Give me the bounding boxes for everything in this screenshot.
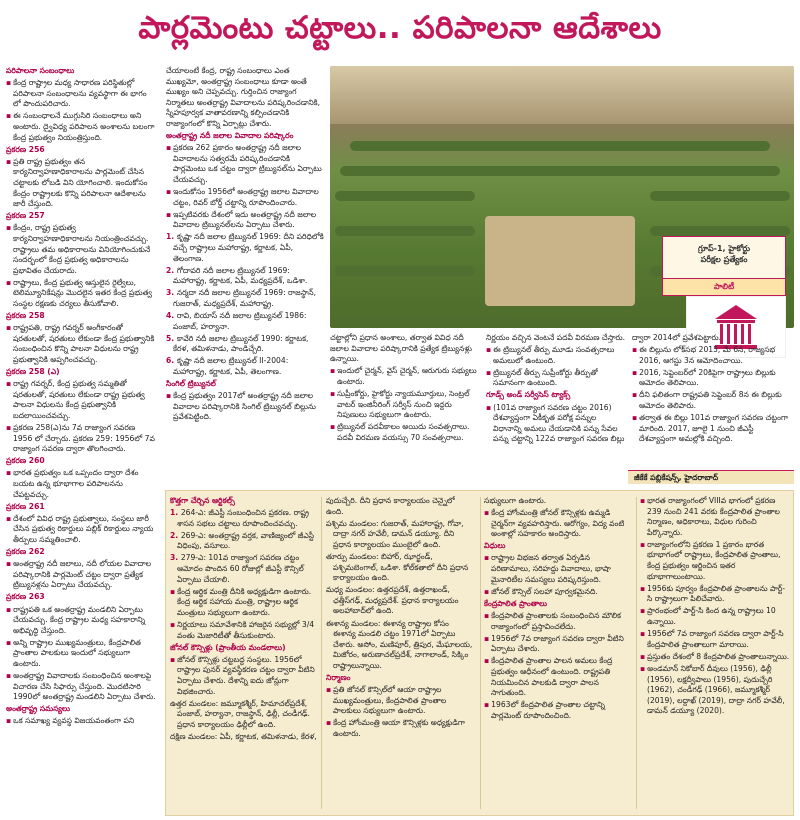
bullet-item: ▪ రాష్ట్రాల విభజన తర్వాత ఏర్పడిన పరిణామాలు, సరిహద్దు వివాదాలు, భాషా మైనారిటీల సమస్యలు పరిష్కరిస్తుంది. — [484, 553, 630, 585]
article-column-2 — [166, 66, 324, 466]
paragraph: ద్వారా 2014లో ప్రవేశపెట్టారు. — [632, 333, 722, 342]
paragraph: చేయాలంటే కేంద్ర, రాష్ట్ర సంబంధాలు ఎంత ముఖ్యమో, అంతర్రాష్ట్ర సంబంధాలు కూడా అంతే ముఖ్యం అని చెప్పవచ్చు. గుర్తించిన రాజ్యాంగ నిర్మాతలు అంతర్రాష్ట్ర వివాదాలను పరిష్కరించడానికి, స్నేహపూర్వక వాతావరణాన్ని కల్పించడానికి రాజ్యాంగంలో కొన్ని ఏర్పాట్లు చేశారు. — [166, 66, 321, 128]
section-heading: సింగిల్‌ ట్రిబ్యునల్‌ — [166, 379, 216, 389]
bullet-item: ▪ కేంద్ర హోంమంత్రి ఆయా కౌన్సిళ్లకు అధ్యక్షుడిగా ఉంటారు. — [326, 718, 474, 739]
bullet-item: ▪ ప్రస్తుతం దేశంలో 8 కేంద్రపాలిత ప్రాంతాలున్నాయి. — [640, 652, 790, 663]
paragraph: చట్టాల్లోని ప్రధాన అంశాలు, తర్వాత వివిధ నదీ జలాల వివాదాల పరిష్కారానికి ప్రత్యేక ట్రిబ్యునళ్లు ఉన్నాయి. — [330, 333, 472, 364]
section-heading: గూడ్స్‌ అండ్‌ సర్వీసెస్‌ ట్యాక్స్‌ — [486, 390, 571, 400]
numbered-item — [166, 266, 324, 287]
bullet-item: ▪ 1956లో 7వ రాజ్యాంగ సవరణ ద్వారా పార్ట్‌-సి కేంద్రపాలిత ప్రాంతాలుగా మారాయి. — [640, 629, 790, 650]
bullet-item: ▪ ఈ సంబంధాలనే ముగ్గుసిరి సంబంధాలు అని అంటారు. ద్వైవిధ్య పరిపాలన అంశాలను బలంగా కేంద్ర ప్రభుత్వం నియంత్రిస్తుంది. — [6, 111, 156, 143]
bullet-item: ▪ దేశంలో వివిధ రాష్ట్ర ప్రభుత్వాలు, సంస్థలు జారీ చేసిన ప్రభుత్వ రికార్డులు పబ్లిక్‌ రికార్డులు న్యాయ తీర్పులు సమ్మతించాలి. — [6, 514, 156, 546]
item-text: దక్షిణ మండలం: ఏపీ, కర్ణాటక, తమిళనాడు, కేరళ, — [170, 731, 317, 741]
numbered-item — [170, 508, 318, 529]
section-heading: ప్రకరణ 258 (ఎ) — [6, 367, 60, 377]
bullet-item: ▪ అంతర్రాష్ట్ర నదీ జలాలు, నదీ లోయల వివాదాల పరిష్కారానికి పార్లమెంట్‌ చట్టం ద్వారా ప్రత్యేక ట్రిబ్యునళ్లను ఏర్పాటు చేయవచ్చు. — [6, 559, 156, 591]
bullet-item: ▪ కేంద్రపాలిత ప్రాంతాలకు సంబంధించిన మౌలిక రాజ్యాంగంలో ప్రస్తావించలేదు. — [484, 611, 630, 632]
section-heading: జోనల్‌ కౌన్సిళ్లు (ప్రాంతీయ మండలాలు) — [170, 642, 286, 652]
paragraph: పుదుచ్చేరి. దీని ప్రధాన కార్యాలయం చెన్నైలో ఉంది. — [326, 496, 455, 516]
article-column-5 — [632, 333, 792, 467]
bullet-item: ▪ ప్రకరణ 258(ఎ)ను 7వ రాజ్యాంగ సవరణ 1956 లో చేర్చారు. ప్రకరణ 259: 1956లో 7వ రాజ్యాంగ సవరణ ద్వారా తొలగించారు. — [6, 423, 156, 455]
section-heading: అంతర్రాష్ట్ర నదీ జలాల వివాదాల పరిష్కారం — [166, 131, 294, 141]
item-number: 3. — [170, 553, 181, 563]
bullet-item: ▪ ఇందుకోసం 1956లో అంతర్రాష్ట్ర జలాల వివాదాల చట్టం, రివర్‌ బోర్డ్‌ చట్టాన్ని రూపొందించారు. — [166, 187, 324, 208]
section-heading: ప్రకరణ 256 — [6, 144, 45, 154]
item-text: కావేరి నదీ జలాల ట్రిబ్యునల్‌ 1990: కర్ణాటక, కేరళ, తమిళనాడు, పాండిచ్చేరి. — [173, 333, 309, 354]
photo-bench-row — [340, 166, 780, 176]
bullet-item: ▪ రాష్ట్రపతి ఒక అంతర్రాష్ట్ర మండలిని ఏర్పాటు చేయవచ్చు. కేంద్ర రాష్ట్రాల మధ్య సహకారాన్ని అభివృద్ధి చేస్తుంది. — [6, 605, 156, 637]
item-number: 2. — [166, 265, 177, 275]
page-headline: పార్లమెంటు చట్టాలు.. పరిపాలనా ఆదేశాలు — [138, 9, 662, 46]
item-text: 279-ఎ: 101వ రాజ్యాంగ సవరణ చట్టం ఆమోదం పొందిన 60 రోజుల్లో జీఎస్టీ కౌన్సిల్‌ ఏర్పాటు చేయాలి. — [177, 553, 304, 584]
paragraph: సభ్యులుగా ఉంటారు. — [484, 496, 547, 505]
numbered-item — [170, 699, 318, 731]
item-number: 1. — [170, 508, 181, 518]
item-text: 269-ఎ: అంతర్రాష్ట్ర వర్తక, వాణిజ్యంలో జీఎస్టీ విధింపు, వసూలు. — [177, 530, 315, 551]
bullet-item: ▪ (101వ రాజ్యాంగ సవరణ చట్టం 2016) దేశవ్యాప్తంగా ఏకీకృత పరోక్ష పన్నుల విధానాన్ని అమలు చేయడానికి పన్ను సేవల పన్ను చట్టాన్ని 122వ రాజ్యాంగ సవరణ బిల్లు — [486, 403, 626, 445]
numbered-item — [170, 531, 318, 552]
item-text: రావి, బియాస్‌ నదీ జలాల ట్రిబ్యునల్‌ 1986: పంజాబ్‌, హర్యానా. — [173, 311, 307, 331]
bullet-item: ▪ అండమాన్‌ నికోబార్‌ దీవులు (1956), ఢిల్లీ (1956), లక్షద్వీపాలు (1956), పుదుచ్చేరి (1962), చండీగఢ్‌ (1966), జమ్మూకశ్మీర్‌ (2019), లద్దాఖ్‌ (2019), దాద్రా నగర్‌ హవేలీ, డామన్‌ డయ్యూ (2020). — [640, 664, 790, 717]
section-heading: కొత్తగా చేర్చిన ఆర్టికల్స్‌ — [170, 496, 235, 505]
numbered-item — [166, 356, 324, 377]
publisher-byline: జీకేకే పబ్లికేషన్స్‌, హైదరాబాద్‌ — [628, 470, 794, 484]
section-heading: అంతర్రాష్ట్ర సమస్యలు — [6, 704, 70, 714]
item-number: 2. — [170, 530, 181, 540]
section-heading: ప్రకరణ 262 — [6, 547, 45, 557]
section-heading: ప్రకరణ 260 — [6, 456, 45, 466]
section-heading: నిర్మాణం — [326, 673, 351, 682]
bullet-item: ▪ నిర్ణయాలు సమావేశానికి హాజరైన సభ్యుల్లో 3/4 వంతు మెజారిటీతో తీసుకుంటారు. — [170, 620, 318, 641]
item-text: తూర్పు మండలం: బిహార్‌, ఝార్ఖండ్‌, పశ్చిమబెంగాల్‌, ఒడిశా. కోల్‌కతాలో దీని ప్రధాన కార్యాలయం ఉంది. — [326, 551, 469, 583]
numbered-item — [170, 732, 318, 743]
box-divider — [321, 497, 322, 809]
bullet-item: ▪ భారత రాజ్యాంగంలో VIIIవ భాగంలో ప్రకరణ 239 నుంచి 241 వరకు కేంద్రపాలిత ప్రాంతాల నిర్మాణం, అధికారాలు, విధుల గురించి పేర్కొన్నారు. — [640, 496, 790, 538]
section-heading: పరిపాలనా సంబంధాలు — [6, 66, 75, 75]
bullet-item: ▪ ప్రకరణ 262 ప్రకారం అంతర్రాష్ట్ర నదీ జలాల వివాదాలను సత్వరమే పరిష్కరించడానికి పార్లమెంటు ఒక చట్టం ద్వారా ట్రిబ్యునల్‌ను ఏర్పాటు చేయవచ్చు. — [166, 143, 324, 185]
bullet-item: ▪ అంతర్రాష్ట్ర వివాదాలకు సంబంధించిన అంశాలపై విచారణ చేసి సిఫార్సు చేస్తుంది. మొదటిసారి 1990లో అంతర్రాష్ట్ర మండలిని ఏర్పాటు చేశారు. — [6, 671, 156, 703]
bullet-item: ▪ ట్రిబ్యునల్‌ తీర్పు సుప్రీంకోర్టు తీర్పుతో సమానంగా ఉంటుంది. — [486, 368, 626, 389]
bullet-item: ▪ కేంద్ర ఆర్థిక మంత్రి దీనికి అధ్యక్షుడిగా ఉంటారు. కేంద్ర ఆర్థిక సహాయ మంత్రి, రాష్ట్రాల ఆర్థిక మంత్రులు సభ్యులుగా ఉంటారు. — [170, 587, 318, 619]
section-heading: ప్రకరణ 258 — [6, 311, 45, 321]
bullet-item: ▪ ప్రతి జోనల్‌ కౌన్సిల్‌లో ఆయా రాష్ట్రాల ముఖ్యమంత్రులు, కేంద్రపాలిత ప్రాంతాల పాలకులు సభ్యులుగా ఉంటారు. — [326, 685, 474, 717]
exam-badge — [662, 236, 786, 296]
photo-bench-row — [350, 141, 770, 151]
badge-line-1: గ్రూప్‌-1, హైకోర్టు — [697, 244, 751, 253]
item-text: పశ్చిమ మండలం: గుజరాత్‌, మహారాష్ట్ర, గోవా, దాద్రా నగర్‌ హవేలీ, డామన్‌ డయ్యూ. దీని ప్రధాన కార్యాలయం ముంబైలో ఉంది. — [326, 518, 464, 549]
bullet-item: ▪ తర్వాత ఈ బిల్లు 101వ రాజ్యాంగ సవరణ చట్టంగా మారింది. 2017, జూలై 1 నుంచి జీఎస్టీ దేశవ్యాప్తంగా అమల్లోకి వచ్చింది. — [632, 413, 792, 445]
item-text: నర్మదా నదీ జలాల ట్రిబ్యునల్‌ 1969: రాజస్థాన్‌, గుజరాత్‌, మధ్యప్రదేశ్‌, మహారాష్ట్ర. — [173, 288, 317, 308]
box-column-2 — [326, 496, 474, 812]
bullet-item: ▪ ఈ బిల్లును లోక్‌సభ 2015, మే 6న, రాజ్యసభ 2016, ఆగస్టు 3న ఆమోదించాయి. — [632, 345, 792, 366]
bullet-item: ▪ ప్రారంభంలో పార్ట్‌-సి కింద ఉన్న రాష్ట్రాలు 10 ఉన్నాయి. — [640, 606, 790, 627]
item-text: మధ్య మండలం: ఉత్తరప్రదేశ్‌, ఉత్తరాఖండ్‌, ఛత్తీస్‌గఢ్‌, మధ్యప్రదేశ్‌. ప్రధాన కార్యాలయం అలహాబాద్‌లో ఉంది. — [326, 585, 459, 616]
item-number: 1. — [166, 232, 177, 242]
item-text: కృష్ణా నదీ జలాల ట్రిబ్యునల్‌ II-2004: మహారాష్ట్ర, కర్ణాటక, ఏపీ, తెలంగాణ. — [173, 356, 289, 377]
bullet-item: ▪ దీని ఫలితంగా రాష్ట్రపతి సెప్టెంబర్‌ 8న ఈ బిల్లుకు ఆమోదం తెలిపారు. — [632, 390, 792, 411]
bullet-item: ▪ రాష్ట్రాలు, కేంద్ర ప్రభుత్వ ఆస్తులైన రైల్వేలు, టెలిమ్యూనికేషన్లు మొదలైన ఇతర కేంద్ర ప్రభుత్వ సంస్థల రక్షణకు చర్యలు తీసుకోవాలి. — [6, 278, 156, 310]
paragraph: నిర్ణయం వచ్చిన వెంటనే పదవీ విరమణ చేస్తారు. — [486, 333, 626, 342]
section-heading: ప్రకరణ 261 — [6, 501, 45, 511]
item-text: గోదావరి నదీ జలాల ట్రిబ్యునల్‌ 1969: మహారాష్ట్ర, కర్ణాటక, ఏపీ, మధ్యప్రదేశ్‌, ఒడిశా. — [173, 265, 308, 286]
photo-well-floor — [485, 216, 635, 306]
bullet-item: ▪ సుప్రీంకోర్టు, హైకోర్టు న్యాయమూర్తులు, సెంట్రల్‌ వాటర్‌ ఇంజినీరింగ్‌ సర్వీస్‌ నుంచి ఇద్దరు నిపుణులు సభ్యులుగా ఉంటారు. — [330, 389, 480, 421]
box-column-1 — [170, 496, 318, 812]
bullet-item: ▪ ఈ ట్రిబ్యునల్‌ తీర్పు మూడు సంవత్సరాలు అమలులో ఉంటుంది. — [486, 345, 626, 366]
numbered-item — [170, 553, 318, 585]
article-column-4 — [486, 333, 626, 485]
item-number: 6. — [166, 356, 177, 366]
box-column-4 — [640, 496, 790, 812]
box-divider — [636, 497, 637, 809]
box-column-3 — [484, 496, 630, 812]
section-heading: ప్రకరణ 257 — [6, 211, 45, 221]
badge-line-2: పరీక్షల ప్రత్యేకం — [700, 255, 748, 264]
bullet-item: ▪ కేంద్ర రాష్ట్రాల మధ్య సాధారణ పరిస్థితుల్లో పరిపాలనా సంబంధాలను వ్యవస్థాగా ఈ భాగం లో పొందుపరిచారు. — [6, 78, 156, 110]
bullet-item: ▪ కేంద్రపాలిత ప్రాంతాల పాలన అమలు కేంద్ర ప్రభుత్వం ఆధీనంలో ఉంటుంది. రాష్ట్రపతి నియమించిన పాలకుడి ద్వారా పాలన సాగుతుంది. — [484, 656, 630, 698]
bullet-item: ▪ కేంద్ర హోంమంత్రి జోనల్‌ కౌన్సిళ్లకు ఉమ్మడి చైర్మన్‌గా వ్యవహరిస్తారు. ఆరోగ్యం, విద్య వంటి అంశాల్లో సహకారం అందిస్తారు. — [484, 508, 630, 540]
photo-bench-row — [335, 191, 475, 201]
bullet-item: ▪ 1956కు పూర్వం కేంద్రపాలిత ప్రాంతాలను పార్ట్‌-సి రాష్ట్రాలుగా పిలిచేవారు. — [640, 584, 790, 605]
photo-bench-row — [650, 191, 790, 201]
bullet-item: ▪ ఇప్పటివరకు దేశంలో ఇదు అంతర్రాష్ట్ర నదీ జలాల వివాదాల ట్రిబ్యునల్‌లను ఏర్పాటు చేశారు. — [166, 210, 324, 231]
bullet-item: ▪ ఒక సమాఖ్య వ్యవస్థ విజయవంతంగా పని — [6, 716, 156, 727]
numbered-item — [166, 311, 324, 332]
item-number: 4. — [166, 311, 177, 321]
item-text: 264-ఎ: జీఎస్టీ సంబంధించిన ప్రకరణ. రాష్ట్ర శాసన సభలు చట్టాలు రూపొందించవచ్చు. — [177, 508, 309, 528]
bullet-item: ▪ ట్రిబ్యునల్‌ పదవీకాలం అయిదు సంవత్సరాలు. పదవీ విరమణ వయస్సు 70 సంవత్సరాలు. — [330, 422, 480, 443]
article-column-1 — [6, 66, 156, 816]
bullet-item: ▪ ప్రతి రాష్ట్ర ప్రభుత్వం తన కార్యనిర్వాహణాధికారాలను పార్లమెంట్‌ చేసిన చట్టాలకు లోబడి విని యోగించాలి. ఇందుకోసం కేంద్రం రాష్ట్రాలకు కొన్ని పరిపాలనా ఆదేశాలను జారీ చేస్తుంది. — [6, 157, 156, 210]
bullet-item: ▪ కేంద్ర ప్రభుత్వం 2017లో అంతర్రాష్ట్ర నదీ జలాల వివాదాల పరిష్కారానికి సింగిల్‌ ట్రిబ్యునల్‌ బిల్లును ప్రవేశపెట్టింది. — [166, 391, 324, 423]
bullet-item: ▪ భారత ప్రభుత్వం ఒక ఒప్పందం ద్వారా దేశం బయట ఉన్న భూభాగాల పరిపాలనను చేపట్టవచ్చు. — [6, 468, 156, 500]
bullet-item: ▪ జోనల్‌ కౌన్సిళ్లు చట్టబద్ధ సంస్థలు. 1956లో రాష్ట్రాల పునర్‌ వ్యవస్థీకరణ చట్టం ద్వారా వీటిని ఏర్పాటు చేశారు. దేశాన్ని ఐదు జోన్లుగా విభజించారు. — [170, 655, 318, 697]
bullet-item: ▪ అన్ని రాష్ట్రాల ముఖ్యమంత్రులు, కేంద్రపాలిత ప్రాంతాల పాలకులు ఇందులో సభ్యులుగా ఉంటారు. — [6, 638, 156, 670]
bullet-item: ▪ ఇందులో చైర్మన్‌, వైస్‌ చైర్మన్‌, ఆరుగురు సభ్యులు ఉంటారు. — [330, 366, 480, 387]
bullet-item: ▪ రాష్ట్ర గవర్నర్‌, కేంద్ర ప్రభుత్వ సమ్మతితో షరతులతో, షరతులు లేకుండా రాష్ట్ర ప్రభుత్వ పాలనా విధులను కేంద్ర ప్రభుత్వానికి బదలాయించవచ్చు. — [6, 379, 156, 421]
numbered-item — [166, 288, 324, 309]
box-divider — [480, 497, 481, 809]
numbered-item — [166, 334, 324, 355]
numbered-item — [326, 585, 474, 617]
bullet-item: ▪ రాష్ట్రపతి, రాష్ట్ర గవర్నర్‌ అంగీకారంతో షరతులతో, షరతులు లేకుండా కేంద్ర ప్రభుత్వానికి సంబంధించిన కొన్ని పాలనా విధులను రాష్ట్ర ప్రభుత్వానికి అప్పగించవచ్చు. — [6, 323, 156, 365]
numbered-item — [326, 552, 474, 584]
bullet-item: ▪ కేంద్రం, రాష్ట్ర ప్రభుత్వ కార్యనిర్వాహణాధికారాలను నియంత్రించవచ్చు. రాష్ట్రాలు తమ అధికారాలను వినియోగించుకునే సందర్భంలో కేంద్ర ప్రభుత్వ అధికారాలను ప్రభావితం చేయరాదు. — [6, 223, 156, 276]
bullet-item: ▪ 2016, సెప్టెంబర్‌లో 20కిపైగా రాష్ట్రాలు బిల్లుకు ఆమోదం తెలిపాయి. — [632, 368, 792, 389]
badge-strip: పాలిటీ — [663, 278, 785, 295]
item-text: కృష్ణా నదీ జలాల ట్రిబ్యునల్‌ 1969: దీని పరిధిలోకి వచ్చే రాష్ట్రాలు మహారాష్ట్ర, కర్ణాటక, ఏపీ, తెలంగాణ. — [173, 232, 324, 263]
numbered-item — [326, 519, 474, 551]
section-heading: ప్రకరణ 263 — [6, 592, 45, 602]
bullet-item: ▪ 1963లో కేంద్రపాలిత ప్రాంతాల చట్టాన్ని పార్లమెంట్‌ రూపొందించింది. — [484, 700, 630, 721]
item-number: 3. — [166, 288, 177, 298]
numbered-item — [166, 232, 324, 264]
item-text: ఈశాన్య మండలం: ఈశాన్య రాష్ట్రాల కోసం ఈశాన్య మండలి చట్టం 1971లో ఏర్పాటు చేశారు. అసోం, మణిపూర్‌, త్రిపుర, మేఘాలయ, మిజోరం, అరుణాచల్‌ప్రదేశ్‌, నాగాలాండ్‌, సిక్కిం రాష్ట్రాలున్నాయి. — [326, 618, 473, 670]
section-heading: కేంద్రపాలిత ప్రాంతాలు — [484, 598, 548, 608]
numbered-item — [326, 619, 474, 672]
bullet-item: ▪ జోనల్‌ కౌన్సిల్‌ సలహా పూర్వకమైనది. — [484, 587, 630, 598]
article-column-3 — [330, 333, 480, 485]
photo-wall — [330, 66, 794, 124]
item-number: 5. — [166, 333, 177, 343]
item-text: ఉత్తర మండలం: జమ్మూకశ్మీర్‌, హిమాచల్‌ప్రదేశ్‌, పంజాబ్‌, హర్యానా, రాజస్థాన్‌, ఢిల్లీ, చండీగఢ్‌. ప్రధాన కార్యాలయం ఢిల్లీలో ఉంది. — [170, 698, 310, 729]
photo-bench-row — [335, 266, 475, 276]
bullet-item: ▪ రాజ్యాంగంలోని ప్రకరణ 1 ప్రకారం భారత భూభాగంలో రాష్ట్రాలు, కేంద్రపాలిత ప్రాంతాలు, కేంద్ర ప్రభుత్వం ఆర్జించిన ఇతర భూభాగాలుంటాయి. — [640, 540, 790, 582]
bullet-item: ▪ 1956లో 7వ రాజ్యాంగ సవరణ ద్వారా వీటిని ఏర్పాటు చేశారు. — [484, 634, 630, 655]
photo-bench-row — [650, 226, 790, 236]
section-heading: విధులు — [484, 541, 506, 551]
photo-bench-row — [335, 226, 475, 236]
